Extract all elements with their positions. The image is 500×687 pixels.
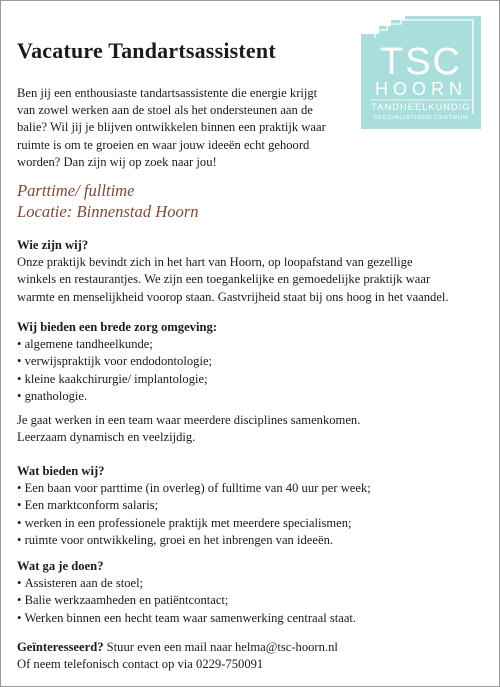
subtitle-location: Locatie: Binnenstad Hoorn <box>17 202 199 221</box>
section-heading: Wij bieden een brede zorg omgeving: <box>17 320 217 334</box>
team-paragraph <box>17 412 487 446</box>
section-what-you-do <box>17 558 487 627</box>
bullet-item: • gnathologie. <box>17 388 487 405</box>
team-line: Leerzaam dynamisch en veelzijdig. <box>17 430 196 445</box>
section-line: Onze praktijk bevindt zich in het hart van Hoorn, op loopafstand van gezellige <box>17 255 413 270</box>
subtitle-hours: Parttime/ fulltime <box>17 181 135 200</box>
section-care-offering <box>17 319 487 405</box>
bullet-item: • Werken binnen een hecht team waar samenwerking centraal staat. <box>17 610 487 627</box>
section-line: winkels en restaurantjes. We zijn een toegankelijke en gemoedelijke praktijk waar <box>17 272 431 287</box>
page-title: Vacature Tandartsassistent <box>17 38 276 63</box>
section-heading: Wat bieden wij? <box>17 464 105 478</box>
contact-section <box>17 639 487 673</box>
logo-line1-text: TANDHEELKUNDIG <box>371 102 471 112</box>
section-what-we-offer <box>17 463 487 549</box>
bullet-item: • kleine kaakchirurgie/ implantologie; <box>17 371 487 388</box>
contact-line-email <box>17 639 487 656</box>
logo-tsc-text: TSC <box>380 41 462 83</box>
bullet-item: • Balie werkzaamheden en patiëntcontact; <box>17 592 487 609</box>
team-line: Je gaat werken in een team waar meerdere disciplines samenkomen. <box>17 413 361 427</box>
contact-phone-line[interactable]: Of neem telefonisch contact op via 0229-750091 <box>17 657 264 672</box>
section-heading: Wat ga je doen? <box>17 559 104 573</box>
bullet-item: • Een marktconform salaris; <box>17 497 487 514</box>
intro-line: ruimte is om te groeien en waar jouw ideeën echt gehoord <box>17 137 310 152</box>
bullet-item: • verwijspraktijk voor endodontologie; <box>17 353 487 370</box>
tsc-hoorn-logo <box>361 16 481 129</box>
section-line: warmte en menselijkheid voorop staan. Gastvrijheid staat bij ons hoog in het vaandel. <box>17 289 449 304</box>
intro-paragraph <box>17 85 353 171</box>
intro-line: Ben jij een enthousiaste tandartsassistente die energie krijgt <box>17 86 318 100</box>
intro-line: worden? Dan zijn wij op zoek naar jou! <box>17 154 217 169</box>
bullet-item: • Een baan voor parttime (in overleg) of fulltime van 40 uur per week; <box>17 480 487 497</box>
bullet-item: • Assisteren aan de stoel; <box>17 575 487 592</box>
bullet-item: • algemene tandheelkunde; <box>17 336 487 353</box>
bullet-item: • werken in een professionele praktijk met meerdere specialismen; <box>17 515 487 532</box>
section-who-are-we <box>17 237 487 306</box>
section-heading: Wie zijn wij? <box>17 238 89 252</box>
bullet-item: • ruimte voor ontwikkeling, groei en het inbrengen van ideeën. <box>17 532 487 549</box>
logo-line2-text: SPECIALISTISCH CENTRUM <box>373 115 469 121</box>
intro-line: van zowel werken aan de stoel als het ondersteunen aan de <box>17 103 313 118</box>
logo-hoorn-text: HOORN <box>375 79 467 99</box>
contact-interested-label: Geïnteresseerd? <box>17 640 104 654</box>
intro-line: balie? Wil jij je blijven ontwikkelen binnen een praktijk waar <box>17 120 326 135</box>
contact-email-text[interactable]: Stuur even een mail naar helma@tsc-hoorn.nl <box>103 640 338 654</box>
